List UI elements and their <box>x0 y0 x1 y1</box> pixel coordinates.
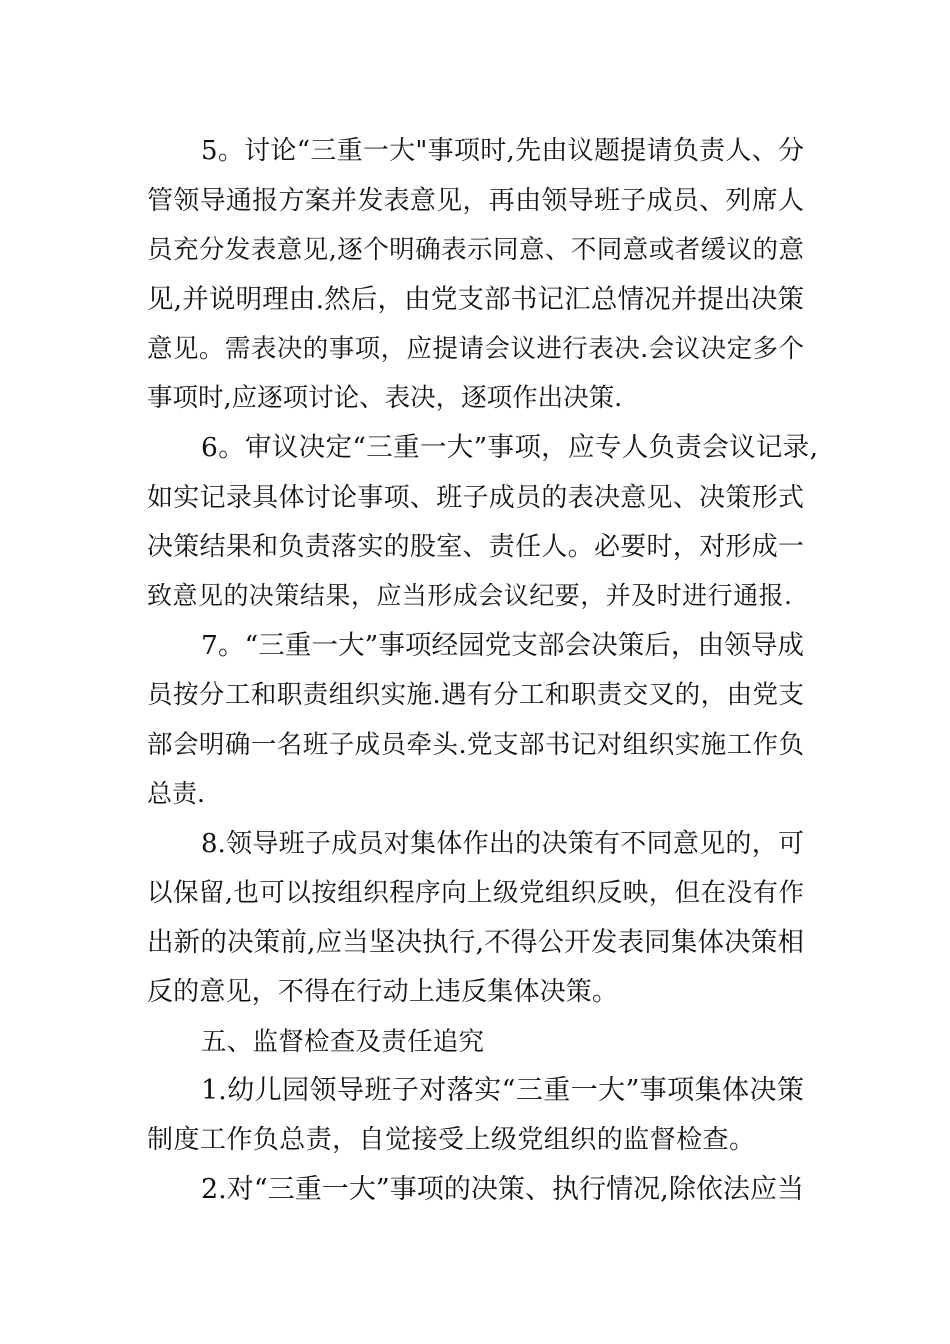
line-text: 2.对“三重一大”事项的决策、执行情况,除依法应当 <box>201 1174 804 1205</box>
text-line <box>0 1165 950 1215</box>
line-text: 1.幼儿园领导班子对落实“三重一大”事项集体决策 <box>201 1075 804 1106</box>
section-heading <box>0 1017 950 1067</box>
line-text: 部会明确一名班子成员牵头.党支部书记对组织实施工作负 <box>147 730 804 760</box>
line-text: 8.领导班子成员对集体作出的决策有不同意见的，可 <box>201 829 804 859</box>
text-line <box>0 1115 950 1165</box>
text-line <box>0 720 950 770</box>
text-line <box>0 373 950 423</box>
line-text: 制度工作负总责，自觉接受上级党组织的监督检查。 <box>147 1125 755 1155</box>
line-text: 事项时,应逐项讨论、表决，逐项作出决策. <box>147 383 623 413</box>
text-line <box>0 621 950 671</box>
text-line <box>0 176 950 226</box>
line-text: 6。审议决定“三重一大”事项，应专人负责会议记录, <box>201 432 818 463</box>
text-line <box>0 967 950 1017</box>
text-line <box>0 868 950 918</box>
line-text: 以保留,也可以按组织程序向上级党组织反映，但在没有作 <box>147 878 804 908</box>
heading-text: 五、监督检查及责任追究 <box>201 1027 484 1057</box>
line-text: 员充分发表意见,逐个明确表示同意、不同意或者缓议的意 <box>147 235 804 265</box>
line-text: 7。“三重一大”事项经园党支部会决策后，由领导成 <box>201 630 804 661</box>
line-text: 5。讨论“三重一大"事项时,先由议题提请负责人、分 <box>201 136 804 166</box>
text-line <box>0 571 950 621</box>
line-text: 总责. <box>147 779 205 808</box>
text-line <box>0 324 950 374</box>
line-text: 反的意见，不得在行动上违反集体决策。 <box>147 977 618 1007</box>
line-text: 员按分工和职责组织实施.遇有分工和职责交叉的，由党支 <box>147 680 804 710</box>
text-line <box>0 423 950 473</box>
text-line <box>0 918 950 968</box>
text-line <box>0 225 950 275</box>
text-line <box>0 819 950 869</box>
line-text: 出新的决策前,应当坚决执行,不得公开发表同集体决策相 <box>147 927 804 958</box>
text-line <box>0 126 950 176</box>
text-line <box>0 522 950 572</box>
line-text: 决策结果和负责落实的股室、责任人。必要时，对形成一 <box>147 532 804 562</box>
line-text: 意见。需表决的事项，应提请会议进行表决.会议决定多个 <box>147 334 804 364</box>
text-line <box>0 670 950 720</box>
line-text: 如实记录具体讨论事项、班子成员的表决意见、决策形式 <box>147 483 804 513</box>
text-line <box>0 473 950 523</box>
text-line <box>0 275 950 325</box>
text-line <box>0 769 950 819</box>
text-line <box>0 1066 950 1116</box>
line-text: 见,并说明理由.然后，由党支部书记汇总情况并提出决策 <box>147 284 804 315</box>
line-text: 管领导通报方案并发表意见，再由领导班子成员、列席人 <box>147 186 804 216</box>
line-text: 致意见的决策结果，应当形成会议纪要，并及时进行通报. <box>147 581 792 610</box>
